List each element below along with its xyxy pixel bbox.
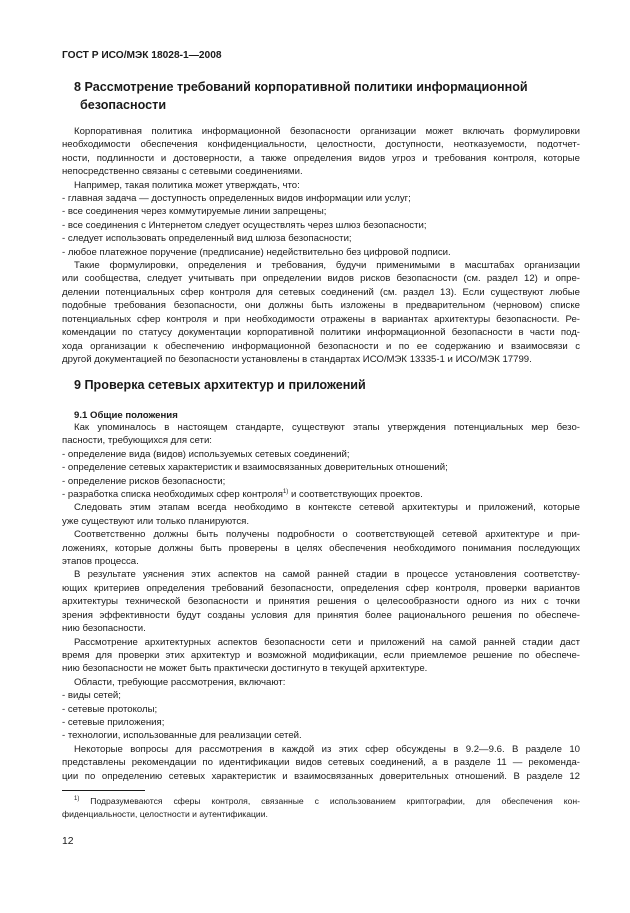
standard-header: ГОСТ Р ИСО/МЭК 18028-1—2008 [62, 50, 222, 61]
paragraph-line: Например, такая политика может утверждать, что: [74, 179, 300, 191]
list-item: - определение рисков безопасности; [62, 475, 226, 487]
paragraph-line: нию безопасности. [62, 623, 146, 635]
footnote-line: фиденциальности, целостности и аутентификации. [62, 808, 268, 819]
paragraph-line: ложениях, которые должны быть проверены в целях обеспечения необходимого понимания последующих [62, 542, 580, 554]
paragraph-line: хода организации к обеспечению информационной безопасности и по ее содержанию и взаимосвязи с [62, 340, 580, 352]
list-item: - главная задача — доступность определенных видов информации или услуг; [62, 193, 411, 205]
list-item: - виды сетей; [62, 690, 121, 702]
paragraph-line: другой документацией по безопасности установлены в стандартах ИСО/МЭК 13335-1 и ИСО/МЭК 17799. [62, 353, 532, 365]
paragraph-line: Области, требующие рассмотрения, включают: [74, 676, 286, 688]
paragraph-line: уже существуют или только планируются. [62, 515, 249, 527]
paragraph-line: ности, подлинности и достоверности, а также определения видов угроз и требования контроля, которые [62, 152, 580, 164]
paragraph-line: Соответственно должны быть получены подробности о соответствующей сетевой архитектуре и при- [74, 529, 580, 541]
paragraph-line: потенциальных сфер контроля и при необходимости отражены в вариантах архитектуры безопасности. Ре- [62, 313, 580, 325]
footnote [62, 795, 580, 821]
paragraph-line: зрения эффективности будут созданы условия для принятия более рационального решения по обеспече- [62, 609, 580, 621]
paragraph-line: Некоторые вопросы для рассмотрения в каждой из этих сфер обсуждены в 9.2—9.6. В разделе 10 [74, 743, 580, 755]
subsection-9-1-title: 9.1 Общие положения [74, 410, 178, 421]
paragraph-line: этапов процесса. [62, 556, 139, 568]
section-9-body [62, 421, 580, 783]
section-9-title: 9 Проверка сетевых архитектур и приложений [74, 378, 366, 392]
list-item: - определение вида (видов) используемых сетевых соединений; [62, 448, 350, 460]
footnote-divider [62, 790, 145, 791]
paragraph-line: пасности, требующихся для сети: [62, 435, 212, 447]
footnote-marker: 1) [74, 796, 80, 803]
list-item-text: - разработка списка необходимых сфер контроля [62, 489, 283, 501]
paragraph-line: подобные требования безопасности, они должны быть изложены в предварительном (черновом) списке [62, 300, 580, 312]
footnote-text: Подразумеваются сферы контроля, связанные с использованием криптографии, для обеспечения кон- [90, 796, 580, 806]
list-item: - сетевые протоколы; [62, 703, 158, 715]
paragraph-line: ции по определению сетевых характеристик и взаимосвязанных доверительных отношений. В разделе 12 [62, 770, 580, 782]
list-item: - сетевые приложения; [62, 716, 165, 728]
list-item [62, 488, 580, 501]
paragraph-line: время для проверки этих архитектур и возможной модификации, если приемлемое решение по обеспече- [62, 649, 580, 661]
paragraph-line: ющих критериев определения требований безопасности, определения сфер контроля, проверки вариантов [62, 582, 580, 594]
paragraph-line: делении потенциальных сфер контроля для сетевых соединений (см. раздел 13). Если существуют любые [62, 286, 580, 298]
paragraph-line: Корпоративная политика информационной безопасности организации может включать формулировки [74, 126, 580, 137]
list-item: - все соединения с Интернетом следует осуществлять через шлюз безопасности; [62, 219, 427, 231]
paragraph-line: В результате уяснения этих аспектов на самой ранней стадии в процессе установления соответству- [74, 569, 580, 581]
list-item: - любое платежное поручение (предписание) недействительно без цифровой подписи. [62, 246, 451, 258]
footnote-reference[interactable]: 1) [282, 488, 289, 495]
paragraph-line: непосредственно связаны с сетевыми соединениями. [62, 166, 303, 178]
list-item: - все соединения через коммутируемые линии запрещены; [62, 206, 327, 218]
paragraph-line: архитектуры технической безопасности и принятия решения о целесообразности одного из них с точки [62, 596, 580, 608]
list-item: - технологии, использованные для реализации сетей. [62, 730, 302, 742]
paragraph-line: Рассмотрение архитектурных аспектов безопасности сети и приложений на самой ранней стадии даст [74, 636, 580, 648]
paragraph-line: Как упоминалось в настоящем стандарте, существуют этапы утверждения потенциальных мер безо- [74, 422, 580, 433]
list-item: - следует использовать определенный вид шлюза безопасности; [62, 233, 352, 245]
section-8-title-line: безопасности [80, 98, 167, 112]
paragraph-line: представлены рекомендации по идентификации видов сетевых соединений, а в разделе 11 — рекоменда- [62, 757, 580, 769]
paragraph-line: комендации по статусу документации корпоративной политики информационной безопасности в части под- [62, 327, 580, 339]
footnote-line [62, 795, 580, 808]
section-8-title [74, 78, 594, 114]
paragraph-line: нию безопасности не может быть практически достигнуто в текущей архитектуре. [62, 663, 428, 675]
paragraph-line: Такие формулировки, определения и требования, будучи применимыми в масштабах организации [74, 260, 580, 272]
page-number: 12 [62, 836, 74, 847]
list-item: - определение сетевых характеристик и взаимосвязанных доверительных отношений; [62, 462, 448, 474]
paragraph-line: Следовать этим этапам всегда необходимо в контексте сетевой архитектуры и приложений, которые [74, 502, 580, 514]
list-item-text: и соответствующих проектов. [290, 489, 423, 501]
section-8-title-line: 8 Рассмотрение требований корпоративной политики информационной [74, 80, 528, 94]
section-8-body [62, 125, 580, 366]
paragraph-line: или сообщества, следует учитывать при определении видов рисков безопасности (см. раздел 12) и опре- [62, 273, 580, 285]
paragraph-line: необходимости обеспечения конфиденциальности, целостности, доступности, неотказуемости, подотчет- [62, 139, 580, 151]
